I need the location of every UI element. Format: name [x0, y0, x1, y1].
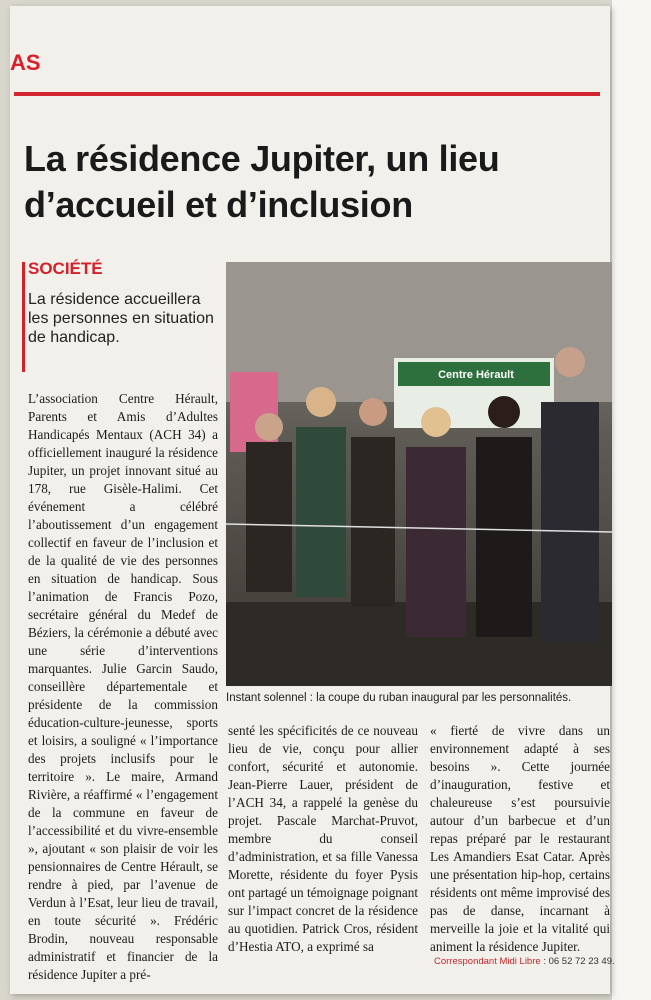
red-rule [14, 92, 600, 96]
article-column-2 [228, 722, 418, 956]
byline-label: Correspondant Midi Libre [434, 956, 541, 967]
article-text: senté les spécificités de ce nouveau lieu de vie, conçu pour allier confort, sécurité et autonomie. Jean-Pierre Lauer, président de l’ACH 34, a rappelé la genèse du projet. Pascale Marchat-Pruvot, membre du conseil d’administration, et sa fille Vanessa Morette, résidente du foyer Pysis ont partagé un témoignage poignant sur l’impact concret de la résidence au quotidien. Patrick Cros, résident d’Hestia ATO, a exprimé sa [228, 723, 418, 954]
article-text: L’association Centre Hérault, Parents et Amis d’Adultes Handicapés Mentaux (ACH 34) a officiellement inauguré la résidence Jupiter, un projet innovant situé au 178, rue Gisèle-Halimi. Cet événement a célébré l’aboutissement d’un engagement collectif en faveur de l’inclusion et de la qualité de vie des personnes en situation de handicap. Sous l’animation de Francis Pozo, secrétaire général du Medef de Béziers, la cérémonie a débuté avec une série d’interventions marquantes. Julie Garcin Saudo, conseillère départementale et présidente de la commission éducation-culture-jeunesse, sports et loisirs, a souligné « l’importance des projets inclusifs pour le territoire ». Le maire, Armand Rivière, a réaffirmé « l’engagement de la commune en faveur de l’accessibilité et du vivre-ensemble », ajoutant « son plaisir de voir les pensionnaires de Centre Hérault, se rendre à pied, par l’avenue de Verdun à l’Esat, leur lieu de travail, en toute sécurité ». Frédéric Brodin, nouveau responsable administratif et financier de la résidence Jupiter a pré- [28, 391, 218, 982]
article-column-1 [28, 390, 218, 984]
rubric: SOCIÉTÉ [28, 259, 103, 278]
byline-phone: : 06 52 72 23 49. [543, 956, 615, 967]
rubric-bar [22, 262, 25, 372]
photo-illustration [226, 262, 612, 686]
photo [226, 262, 612, 686]
page-edge [612, 0, 651, 1000]
byline [434, 956, 615, 967]
section-tag: AS [10, 50, 41, 75]
photo-caption: Instant solennel : la coupe du ruban inaugural par les personnalités. [226, 692, 572, 704]
deck: La résidence accueillera les personnes en situation de handicap. [28, 291, 214, 346]
article-text: « fierté de vivre dans un environnement adapté à ses besoins ». Cette journée d’inauguration, festive et chaleureuse s’est poursuivie autour d’un barbecue et d’un repas préparé par le restaurant Les Amandiers Esat Catar. Après une présentation hip-hop, certains résidents ont même improvisé des pas de danse, incarnant à merveille la joie et la vitalité qui animent la résidence Jupiter. [430, 723, 610, 954]
article-column-3 [430, 722, 610, 956]
headline: La résidence Jupiter, un lieu d’accueil et d’inclusion [24, 138, 500, 225]
photo-sign-text: Centre Hérault [438, 369, 514, 381]
